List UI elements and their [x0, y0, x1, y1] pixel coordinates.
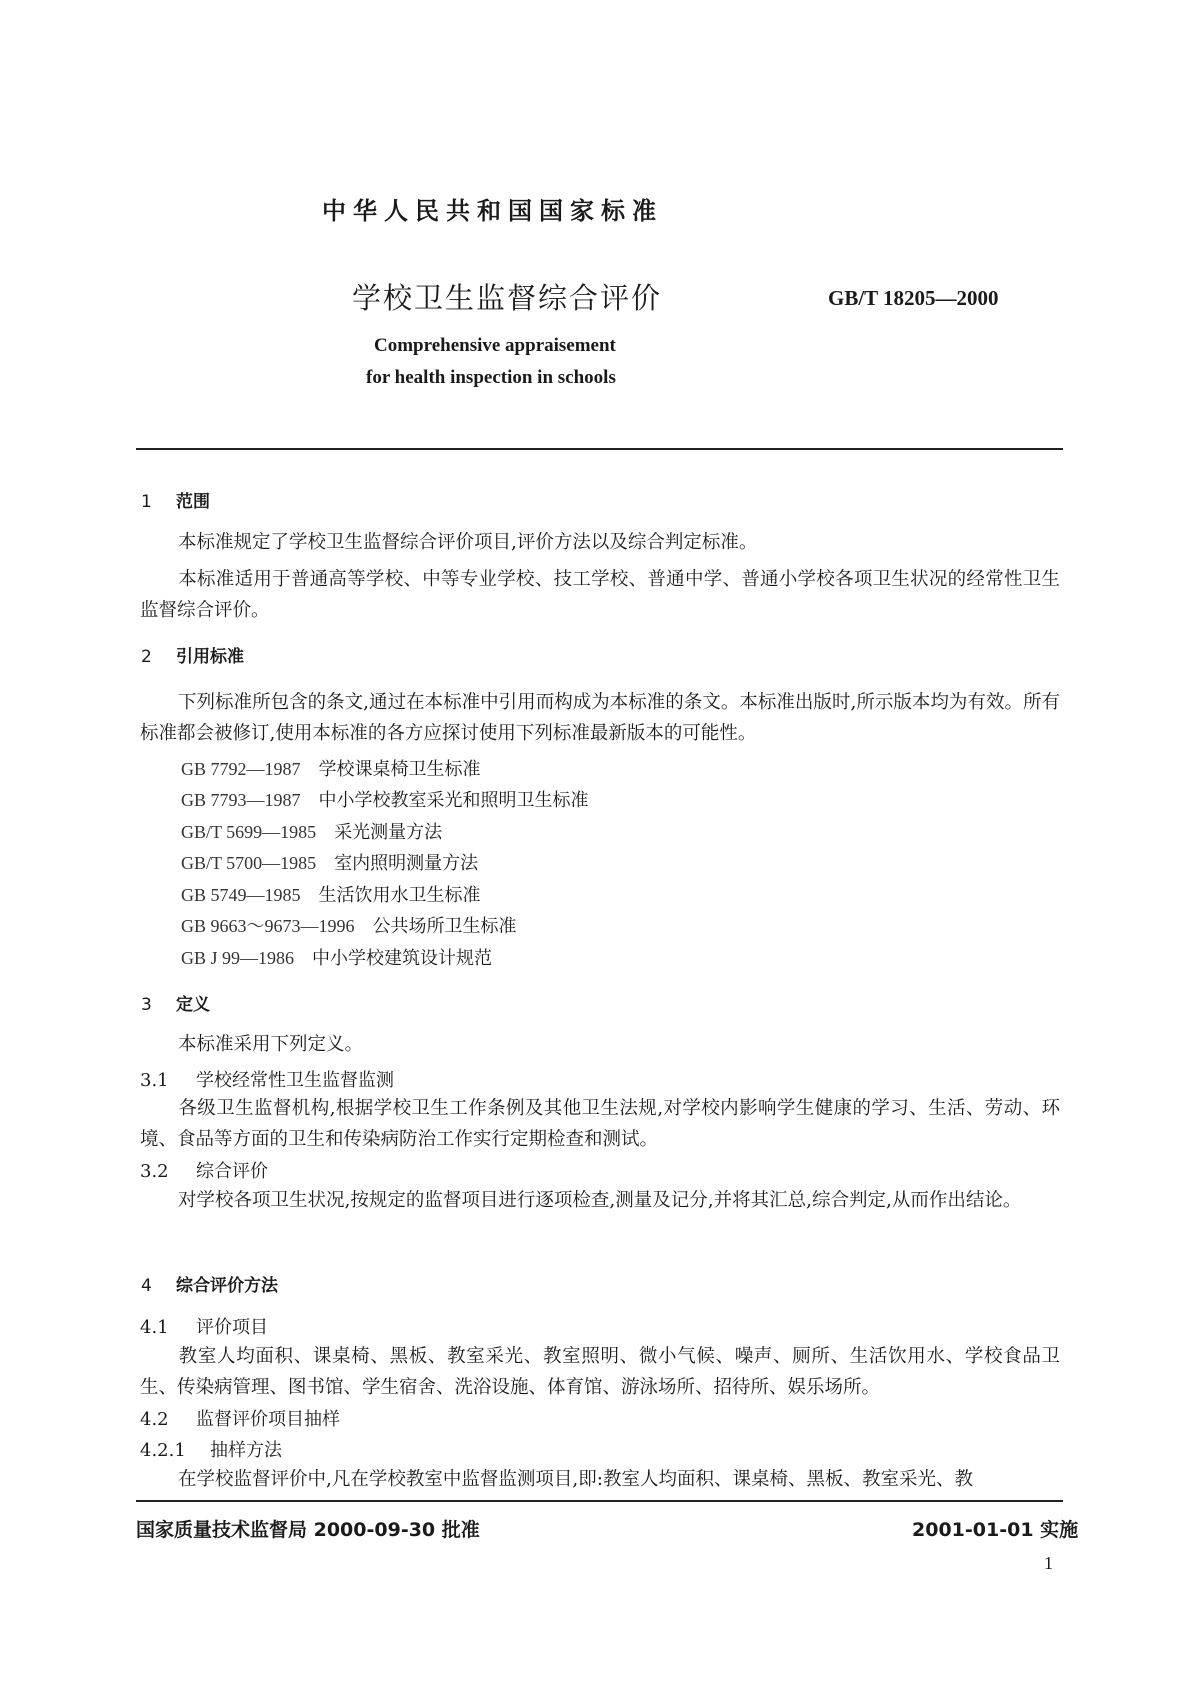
- paragraph: [140, 564, 1060, 626]
- subsection-4-2-heading: [140, 1405, 340, 1431]
- reference-code: GB/T 5700—1985: [181, 853, 317, 873]
- section-number: 2: [141, 647, 152, 667]
- subsection-title: 抽样方法: [210, 1440, 282, 1461]
- subsection-number: 3.1: [140, 1070, 169, 1091]
- national-standard-heading: 中华人民共和国国家标准: [322, 197, 663, 225]
- reference-code: GB 7792—1987: [181, 759, 301, 779]
- section-title: 范围: [176, 492, 210, 512]
- reference-item: [181, 818, 442, 844]
- section-title: 综合评价方法: [176, 1276, 278, 1296]
- reference-code: GB 7793—1987: [181, 790, 301, 810]
- reference-name: 学校课桌椅卫生标准: [318, 759, 481, 780]
- effective-date: 2001-01-01 实施: [912, 1519, 1079, 1541]
- paragraph: [140, 1341, 1060, 1403]
- reference-name: 中小学校建筑设计规范: [312, 948, 493, 969]
- subsection-title: 评价项目: [196, 1317, 268, 1338]
- approval-note: 国家质量技术监督局 2000-09-30 批准: [136, 1519, 480, 1541]
- reference-name: 生活饮用水卫生标准: [318, 885, 481, 906]
- section-number: 1: [141, 492, 152, 512]
- subsection-4-2-1-heading: [140, 1436, 282, 1462]
- reference-name: 室内照明测量方法: [334, 853, 479, 874]
- section-number: 4: [141, 1276, 152, 1296]
- reference-name: 公共场所卫生标准: [372, 916, 517, 937]
- reference-name: 中小学校教室采光和照明卫生标准: [318, 790, 589, 811]
- subsection-number: 4.1: [140, 1317, 169, 1338]
- paragraph-text: 本标准规定了学校卫生监督综合评价项目,评价方法以及综合判定标准。: [178, 532, 758, 553]
- subsection-number: 3.2: [140, 1161, 169, 1182]
- subsection-title: 综合评价: [196, 1161, 268, 1182]
- section-number: 3: [141, 995, 152, 1015]
- subsection-number: 4.2: [140, 1409, 169, 1430]
- reference-item: [181, 881, 481, 907]
- subsection-title: 监督评价项目抽样: [196, 1409, 340, 1430]
- reference-item: [181, 912, 517, 938]
- section-title: 引用标准: [176, 647, 244, 667]
- paragraph: [140, 687, 1060, 749]
- page-number: 1: [1044, 1553, 1053, 1573]
- header-divider: [136, 448, 1063, 450]
- section-4-heading: [141, 1271, 278, 1296]
- document-title: 学校卫生监督综合评价: [352, 281, 663, 315]
- paragraph: [140, 1093, 1060, 1155]
- reference-item: [181, 944, 492, 970]
- reference-name: 采光测量方法: [334, 822, 443, 843]
- paragraph-text: 本标准采用下列定义。: [178, 1034, 364, 1055]
- section-2-heading: [141, 642, 244, 667]
- paragraph: [140, 1185, 1060, 1216]
- paragraph: [140, 1029, 1060, 1060]
- footer-divider: [136, 1500, 1063, 1502]
- paragraph: [140, 1464, 1060, 1495]
- reference-item: [181, 755, 481, 781]
- section-1-heading: [141, 487, 210, 512]
- reference-code: GB 9663～9673—1996: [181, 916, 355, 936]
- standard-number: GB/T 18205—2000: [828, 286, 999, 310]
- reference-code: GB 5749—1985: [181, 885, 301, 905]
- subsection-3-2-heading: [140, 1157, 268, 1183]
- subsection-4-1-heading: [140, 1313, 268, 1339]
- english-title-line1: Comprehensive appraisement: [374, 335, 616, 356]
- paragraph-text: 本标准适用于普通高等学校、中等专业学校、技工学校、普通中学、普通小学校各项卫生状况的经常性卫生监督综合评价。: [140, 569, 1060, 621]
- section-title: 定义: [176, 995, 210, 1015]
- paragraph-text: 在学校监督评价中,凡在学校教室中监督监测项目,即:教室人均面积、课桌椅、黑板、教室采光、教: [178, 1469, 973, 1490]
- paragraph-text: 教室人均面积、课桌椅、黑板、教室采光、教室照明、微小气候、噪声、厕所、生活饮用水、学校食品卫生、传染病管理、图书馆、学生宿舍、洗浴设施、体育馆、游泳场所、招待所、娱乐场所。: [140, 1346, 1060, 1398]
- subsection-number: 4.2.1: [140, 1440, 186, 1461]
- subsection-3-1-heading: [140, 1066, 394, 1092]
- paragraph-text: 各级卫生监督机构,根据学校卫生工作条例及其他卫生法规,对学校内影响学生健康的学习、生活、劳动、环境、食品等方面的卫生和传染病防治工作实行定期检查和测试。: [140, 1098, 1060, 1150]
- reference-code: GB J 99—1986: [181, 948, 295, 968]
- paragraph-text: 对学校各项卫生状况,按规定的监督项目进行逐项检查,测量及记分,并将其汇总,综合判定,从而作出结论。: [178, 1190, 1022, 1211]
- subsection-title: 学校经常性卫生监督监测: [196, 1070, 394, 1091]
- section-3-heading: [141, 990, 210, 1015]
- reference-item: [181, 849, 478, 875]
- paragraph: [140, 527, 1060, 558]
- reference-code: GB/T 5699—1985: [181, 822, 317, 842]
- english-title-line2: for health inspection in schools: [366, 367, 616, 388]
- reference-item: [181, 786, 589, 812]
- paragraph-text: 下列标准所包含的条文,通过在本标准中引用而构成为本标准的条文。本标准出版时,所示版本均为有效。所有标准都会被修订,使用本标准的各方应探讨使用下列标准最新版本的可能性。: [140, 692, 1060, 744]
